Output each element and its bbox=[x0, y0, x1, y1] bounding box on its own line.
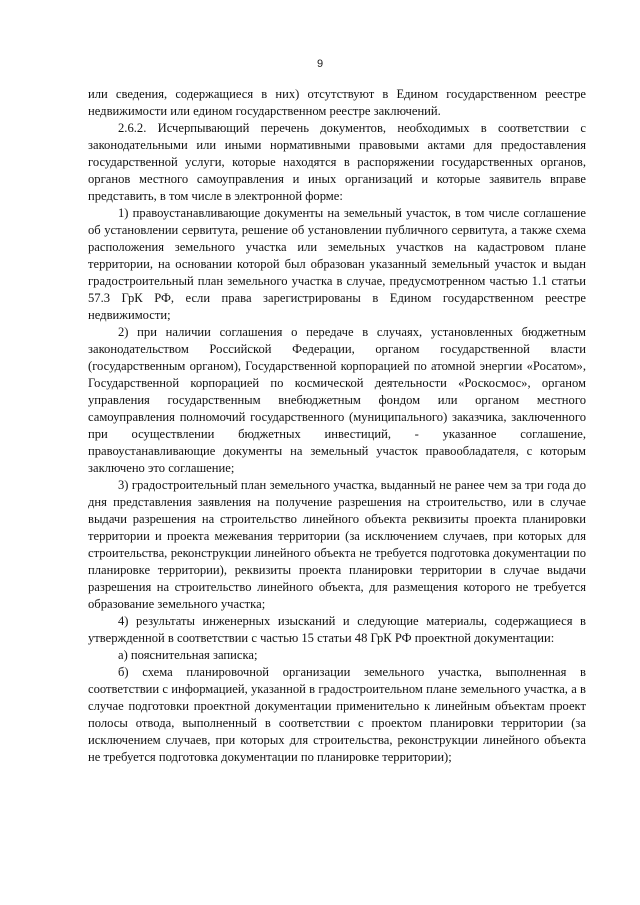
paragraph: 4) результаты инженерных изысканий и следующие материалы, содержащиеся в утвержденной в соответствии с частью 15 статьи 48 ГрК РФ проектной документации: bbox=[88, 614, 586, 645]
paragraph: или сведения, содержащиеся в них) отсутствуют в Едином государственном реестре недвижимости или едином государственном реестре заключений. bbox=[88, 87, 586, 118]
paragraph: а) пояснительная записка; bbox=[118, 648, 258, 662]
page-number: 9 bbox=[316, 58, 324, 70]
paragraph: 2.6.2. Исчерпывающий перечень документов, необходимых в соответствии с законодательными или иными нормативными правовыми актами для предоставления государственной услуги, которые находятся в распоряжении государственных органов, органов местного самоуправления и иных организаций и которые заявитель вправе представить, в том числе в электронной форме: bbox=[88, 121, 586, 203]
paragraph: 1) правоустанавливающие документы на земельный участок, в том числе соглашение об установлении сервитута, решение об установлении публичного сервитута, а также схема расположения земельного участка или земельных участков на кадастровом плане территории, на основании которой был образован указанный земельный участок и выдан градостроительный план земельного участка в случае, предусмотренном частью 1.1 статьи 57.3 ГрК РФ, если права зарегистрированы в Едином государственном реестре недвижимости; bbox=[88, 206, 586, 322]
paragraph: б) схема планировочной организации земельного участка, выполненная в соответствии с информацией, указанной в градостроительном плане земельного участка, а в случае подготовки проектной документации применительно к линейным объектам проект полосы отвода, выполненный в соответствии с проектом планировки территории (за исключением случаев, при которых для строительства, реконструкции линейного объекта не требуется подготовка документации по планировке территории); bbox=[88, 665, 586, 764]
paragraph: 2) при наличии соглашения о передаче в случаях, установленных бюджетным законодательством Российской Федерации, органом государственной власти (государственным органом), Государственной корпорацией по атомной энергии «Росатом», Государственной корпорацией по космической деятельности «Роскосмос», органом управления государственным внебюджетным фондом или органом местного самоуправления полномочий государственного (муниципального) заказчика, заключенного при осуществлении бюджетных инвестиций, - указанное соглашение, правоустанавливающие документы на земельный участок правообладателя, с которым заключено это соглашение; bbox=[88, 325, 586, 475]
paragraph: 3) градостроительный план земельного участка, выданный не ранее чем за три года до дня представления заявления на получение разрешения на строительство, или в случае выдачи разрешения на строительство линейного объекта реквизиты проекта планировки территории и проекта межевания территории (за исключением случаев, при которых для строительства, реконструкции линейного объекта не требуется подготовка документации по планировке территории), реквизиты проекта планировки территории в случае выдачи разрешения на строительство линейного объекта, для размещения которого не требуется образование земельного участка; bbox=[88, 478, 586, 611]
document-body bbox=[88, 86, 586, 766]
